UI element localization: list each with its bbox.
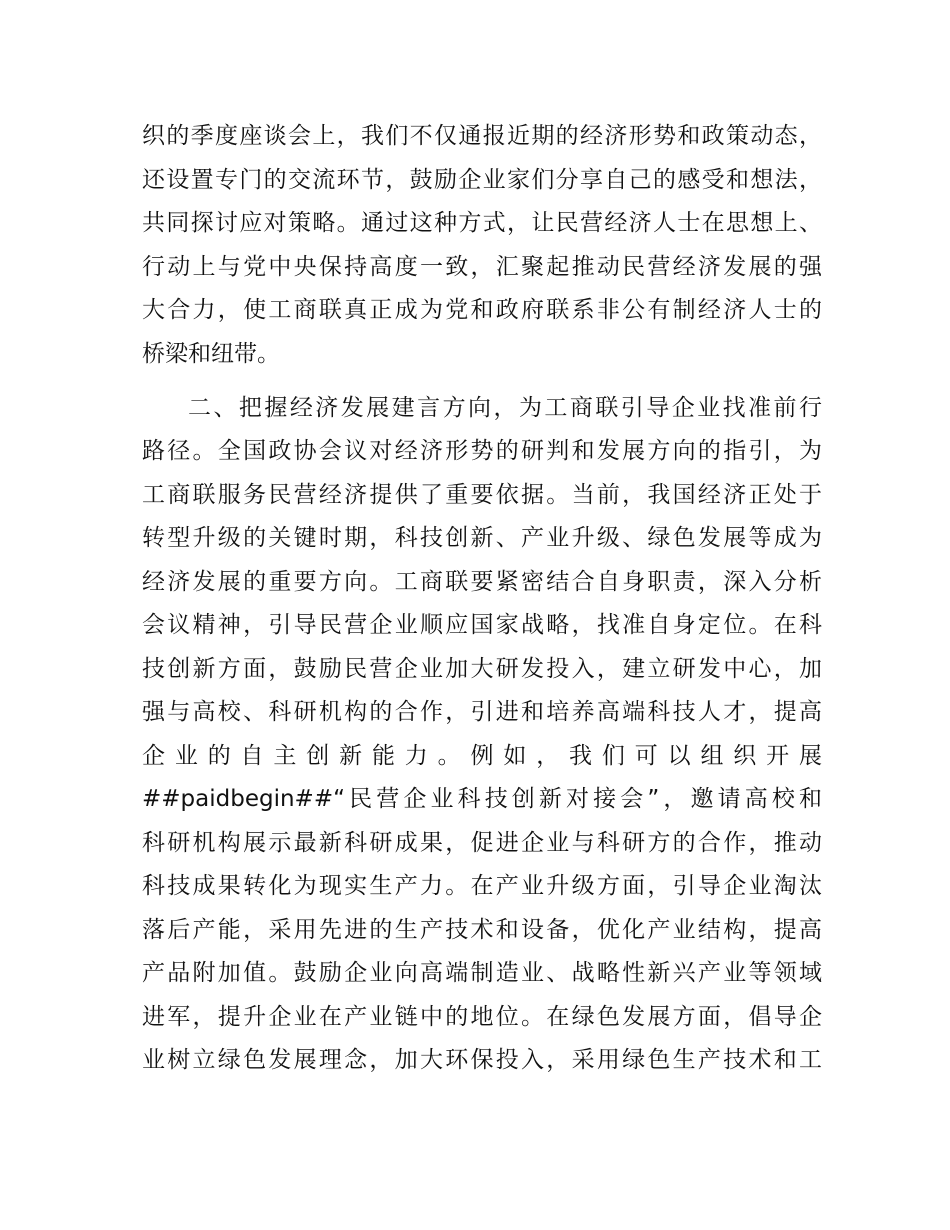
- text-line: 科研机构展示最新科研成果，促进企业与科研方的合作，推动: [142, 830, 822, 856]
- text-line: 企业的自主创新能力。例如，我们可以组织开展: [142, 743, 822, 769]
- text-line: 产品附加值。鼓励企业向高端制造业、战略性新兴产业等领域: [142, 960, 822, 986]
- text-line: 二、把握经济发展建言方向，为工商联引导企业找准前行: [188, 395, 822, 421]
- text-line: 经济发展的重要方向。工商联要紧密结合自身职责，深入分析: [142, 569, 822, 595]
- text-line: ##paidbegin##“民营企业科技创新对接会”，邀请高校和: [142, 786, 822, 812]
- text-line: 业树立绿色发展理念，加大环保投入，采用绿色生产技术和工: [142, 1047, 822, 1073]
- text-line: 进军，提升企业在产业链中的地位。在绿色发展方面，倡导企: [142, 1004, 822, 1030]
- text-line: 织的季度座谈会上，我们不仅通报近期的经济形势和政策动态，: [142, 123, 822, 149]
- text-line: 强与高校、科研机构的合作，引进和培养高端科技人才，提高: [142, 699, 822, 725]
- text-line: 技创新方面，鼓励民营企业加大研发投入，建立研发中心，加: [142, 656, 822, 682]
- text-line: 桥梁和纽带。: [142, 341, 280, 367]
- text-line: 转型升级的关键时期，科技创新、产业升级、绿色发展等成为: [142, 525, 822, 551]
- text-line: 落后产能，采用先进的生产技术和设备，优化产业结构，提高: [142, 917, 822, 943]
- text-line: 会议精神，引导民营企业顺应国家战略，找准自身定位。在科: [142, 612, 822, 638]
- text-line: 还设置专门的交流环节，鼓励企业家们分享自己的感受和想法，: [142, 167, 822, 193]
- text-line: 行动上与党中央保持高度一致，汇聚起推动民营经济发展的强: [142, 254, 822, 280]
- text-line: 工商联服务民营经济提供了重要依据。当前，我国经济正处于: [142, 482, 822, 508]
- text-line: 大合力，使工商联真正成为党和政府联系非公有制经济人士的: [142, 297, 822, 323]
- text-line: 路径。全国政协会议对经济形势的研判和发展方向的指引，为: [142, 438, 822, 464]
- text-line: 共同探讨应对策略。通过这种方式，让民营经济人士在思想上、: [142, 210, 822, 236]
- text-line: 科技成果转化为现实生产力。在产业升级方面，引导企业淘汰: [142, 873, 822, 899]
